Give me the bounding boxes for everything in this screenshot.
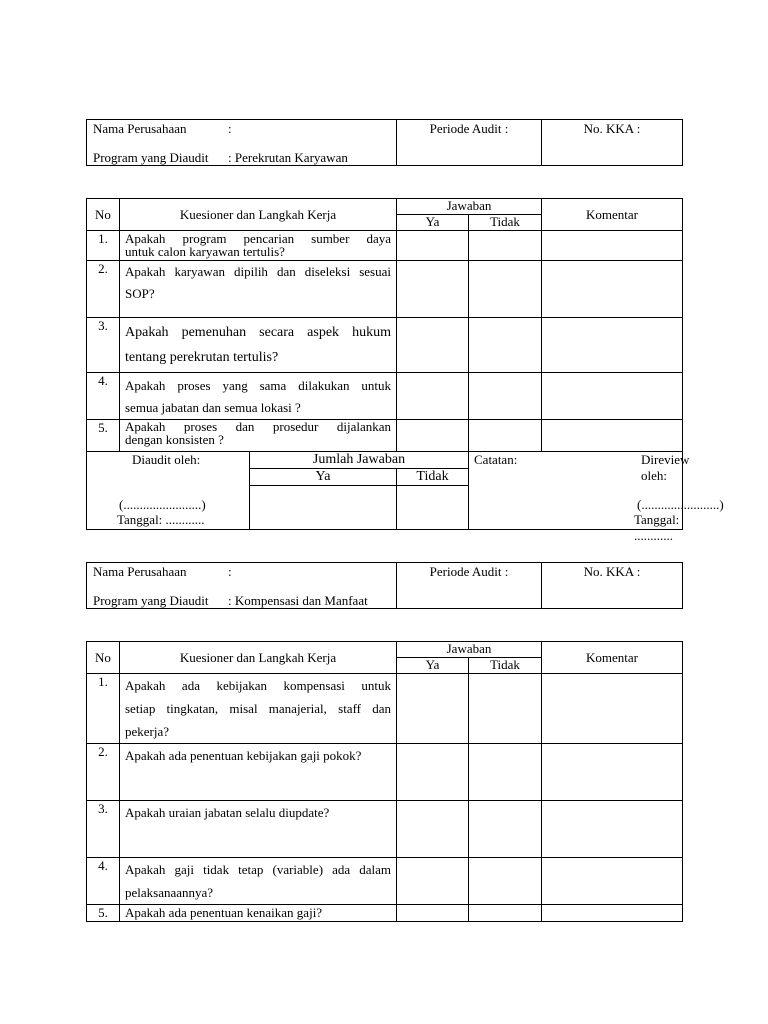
- question-text: Apakah ada penentuan kenaikan gaji?: [120, 905, 397, 922]
- answer-yes-cell[interactable]: [397, 674, 469, 744]
- question-text: Apakah ada penentuan kebijakan gaji pokok?: [120, 744, 397, 801]
- row-number: 1.: [87, 231, 120, 261]
- answer-no-cell[interactable]: [469, 744, 542, 801]
- answer-no-cell[interactable]: [469, 905, 542, 922]
- table-row: [87, 420, 683, 452]
- question-text: Apakah proses yang sama dilakukan untuk semua jabatan dan semua lokasi ?: [120, 373, 397, 420]
- row-number: 2.: [87, 261, 120, 318]
- comment-cell[interactable]: [542, 420, 683, 452]
- question-text: Apakah uraian jabatan selalu diupdate?: [120, 801, 397, 858]
- col-comment-header: Komentar: [542, 199, 683, 231]
- comment-cell[interactable]: [542, 261, 683, 318]
- comment-cell[interactable]: [542, 318, 683, 373]
- col-no-answer-header: Tidak: [469, 658, 542, 674]
- form1-header: [86, 119, 682, 166]
- table-row: [87, 261, 683, 318]
- col-comment-header: Komentar: [542, 642, 683, 674]
- answer-no-cell[interactable]: [469, 318, 542, 373]
- form1-questionnaire: [86, 198, 724, 543]
- answer-yes-cell[interactable]: [397, 801, 469, 858]
- program-value: : Kompensasi dan Manfaat: [228, 593, 368, 608]
- comment-cell[interactable]: [542, 744, 683, 801]
- table-row: [87, 905, 683, 922]
- col-no-header: No: [87, 642, 120, 674]
- form2-company-cell: [87, 563, 397, 609]
- question-text: Apakah karyawan dipilih dan diseleksi sesuai SOP?: [120, 261, 397, 318]
- company-colon: :: [228, 121, 232, 136]
- col-no-header: No: [87, 199, 120, 231]
- col-answer-header: Jawaban: [397, 642, 542, 658]
- table-row: [87, 231, 683, 261]
- kka-number-label: No. KKA :: [542, 563, 683, 609]
- answer-yes-cell[interactable]: [397, 420, 469, 452]
- answer-yes-cell[interactable]: [397, 318, 469, 373]
- row-number: 5.: [87, 420, 120, 452]
- answer-no-cell[interactable]: [469, 801, 542, 858]
- comment-cell[interactable]: [542, 231, 683, 261]
- col-yes-header: Ya: [397, 215, 469, 231]
- total-yes-cell: [250, 469, 397, 530]
- row-number: 4.: [87, 373, 120, 420]
- col-answer-header: Jawaban: [397, 199, 542, 215]
- row-number: 2.: [87, 744, 120, 801]
- col-question-header: Kuesioner dan Langkah Kerja: [120, 642, 397, 674]
- row-number: 4.: [87, 858, 120, 905]
- question-text: Apakah proses dan prosedur dijalankan dengan konsisten ?: [120, 420, 397, 452]
- table-row: [87, 674, 683, 744]
- audit-date-label[interactable]: Tanggal: ............: [117, 512, 205, 527]
- question-text: Apakah program pencarian sumber daya untuk calon karyawan tertulis?: [120, 231, 397, 261]
- total-answers-label: Jumlah Jawaban: [250, 452, 469, 469]
- answer-yes-cell[interactable]: [397, 744, 469, 801]
- comment-cell[interactable]: [542, 373, 683, 420]
- program-label: Program yang Diaudit: [93, 593, 209, 608]
- table-row: [87, 373, 683, 420]
- comment-cell[interactable]: [542, 905, 683, 922]
- answer-yes-cell[interactable]: [397, 858, 469, 905]
- program-label: Program yang Diaudit: [93, 150, 209, 165]
- reviewer-signature-line[interactable]: (........................): [637, 497, 724, 512]
- form1-company-cell: [87, 120, 397, 166]
- answer-no-cell[interactable]: [469, 261, 542, 318]
- answer-no-cell[interactable]: [469, 231, 542, 261]
- question-text: Apakah ada kebijakan kompensasi untuk setiap tingkatan, misal manajerial, staff dan pekerja?: [120, 674, 397, 744]
- row-number: 5.: [87, 905, 120, 922]
- form2-header: [86, 562, 682, 609]
- col-yes-header: Ya: [397, 658, 469, 674]
- answer-no-cell[interactable]: [469, 420, 542, 452]
- col-question-header: Kuesioner dan Langkah Kerja: [120, 199, 397, 231]
- row-number: 1.: [87, 674, 120, 744]
- total-no-cell: [397, 469, 469, 530]
- table-row: [87, 858, 683, 905]
- total-yes-label: Ya: [250, 469, 396, 486]
- period-audit-label: Periode Audit :: [397, 120, 542, 166]
- period-audit-label: Periode Audit :: [397, 563, 542, 609]
- audited-by-cell: [87, 452, 250, 530]
- auditor-signature-line[interactable]: (........................): [119, 497, 206, 512]
- signature-row: [87, 452, 683, 469]
- reviewed-by-label: Direview oleh:: [641, 452, 690, 483]
- answer-no-cell[interactable]: [469, 858, 542, 905]
- notes-reviewer-cell: [469, 452, 724, 543]
- answer-yes-cell[interactable]: [397, 905, 469, 922]
- answer-yes-cell[interactable]: [397, 231, 469, 261]
- comment-cell[interactable]: [542, 674, 683, 744]
- question-text: Apakah gaji tidak tetap (variable) ada dalam pelaksanaannya?: [120, 858, 397, 905]
- kka-number-label: No. KKA :: [542, 120, 683, 166]
- table-row: [87, 801, 683, 858]
- col-no-answer-header: Tidak: [469, 215, 542, 231]
- comment-cell[interactable]: [542, 801, 683, 858]
- total-no-label: Tidak: [397, 469, 468, 486]
- answer-no-cell[interactable]: [469, 373, 542, 420]
- audited-by-label: Diaudit oleh:: [132, 452, 201, 467]
- question-text: Apakah pemenuhan secara aspek hukum tentang perekrutan tertulis?: [120, 318, 397, 373]
- form2-questionnaire: [86, 641, 682, 922]
- company-colon: :: [228, 564, 232, 579]
- answer-no-cell[interactable]: [469, 674, 542, 744]
- answer-yes-cell[interactable]: [397, 373, 469, 420]
- company-label: Nama Perusahaan: [93, 564, 187, 579]
- row-number: 3.: [87, 318, 120, 373]
- comment-cell[interactable]: [542, 858, 683, 905]
- notes-label: Catatan:: [474, 452, 518, 467]
- table-row: [87, 318, 683, 373]
- row-number: 3.: [87, 801, 120, 858]
- program-value: : Perekrutan Karyawan: [228, 150, 348, 165]
- company-label: Nama Perusahaan: [93, 121, 187, 136]
- review-date-label[interactable]: Tanggal: ............: [634, 512, 680, 543]
- answer-yes-cell[interactable]: [397, 261, 469, 318]
- table-row: [87, 744, 683, 801]
